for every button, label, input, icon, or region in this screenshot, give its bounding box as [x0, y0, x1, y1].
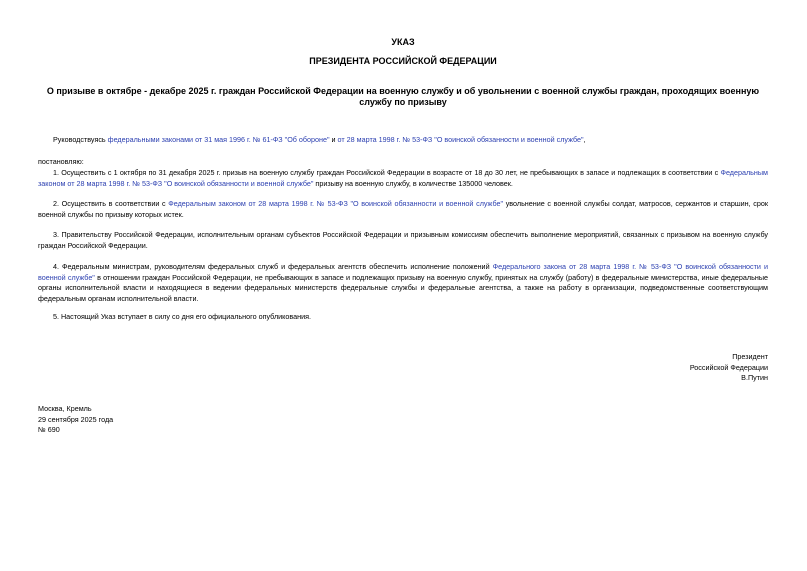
item-2-law-link[interactable]: Федеральным законом от 28 марта 1998 г. № 53-ФЗ "О воинской обязанности и военной службе" — [168, 199, 504, 208]
item-3-paragraph: 3. Правительству Российской Федерации, исполнительным органам субъектов Российской Федерации и призывным комиссиям обеспечить выполнение мероприятий, связанных с призывом на военную службу граждан Российской Федерации. — [38, 230, 768, 250]
item-1-law-link[interactable]: Федеральным законом от 28 марта 1998 г. № 53-ФЗ "О воинской обязанности и военной службе" — [38, 168, 768, 188]
item-2-text-after: увольнение с военной службы солдат, матросов, сержантов и старшин, срок военной службы по призыву которых истек. — [38, 199, 769, 219]
item-2-text-before: 2. Осуществить в соответствии с — [53, 199, 169, 208]
item-4-text-before: 4. Федеральным министрам, руководителям федеральных служб и федеральных агентств обеспечить исполнение положений — [53, 262, 493, 271]
place-city: Москва, Кремль — [38, 404, 92, 413]
decree-issuer: ПРЕЗИДЕНТА РОССИЙСКОЙ ФЕДЕРАЦИИ — [309, 56, 497, 66]
preamble-paragraph — [38, 135, 768, 146]
item-4-text-after: в отношении граждан Российской Федерации, не пребывающих в запасе и подлежащих призыву на военную службу, принятых на службу (работу) в федеральные министерства, иные федеральные органы исполнительной власти и находящиеся в ведении федеральных министерств федеральные службы и федеральные агентства, а также на работу в организации, подведомственные соответствующим федеральным органам исполнительной власти. — [38, 272, 768, 303]
preamble-text-mid: и — [329, 135, 338, 144]
place-date-block — [38, 404, 113, 436]
item-2-paragraph — [38, 199, 768, 220]
preamble-law-link-2[interactable]: от 28 марта 1998 г. № 53-ФЗ "О воинской обязанности и военной службе" — [337, 135, 584, 144]
decree-subject: О призыве в октябре - декабре 2025 г. граждан Российской Федерации на военную службу и об увольнении с военной службы граждан, проходящих военную службу по призыву — [46, 86, 760, 107]
signature-name: В.Путин — [741, 373, 768, 382]
decree-title: УКАЗ — [391, 37, 415, 47]
item-4-paragraph — [38, 262, 768, 304]
preamble-text-after: , — [583, 135, 586, 144]
preamble-law-link-1[interactable]: федеральными законами от 31 мая 1996 г. № 61-ФЗ "Об обороне" — [107, 135, 330, 144]
item-1-text-before: 1. Осуществить с 1 октября по 31 декабря 2025 г. призыв на военную службу граждан Российской Федерации в возрасте от 18 до 30 лет, не пребывающих в запасе и подлежащих в соответствии с — [53, 168, 721, 177]
item-1-text-after: призыву на военную службу, в количестве 135000 человек. — [313, 178, 513, 188]
item-5-paragraph: 5. Настоящий Указ вступает в силу со дня его официального опубликования. — [53, 312, 312, 321]
postanovlyayu-text: постановляю: — [38, 157, 84, 166]
decree-number: № 690 — [38, 425, 60, 434]
preamble-text-before: Руководствуясь — [53, 135, 108, 144]
signature-title: Президент — [732, 352, 768, 361]
signature-block — [568, 352, 768, 384]
signature-country: Российской Федерации — [689, 362, 768, 372]
item-1-paragraph — [38, 168, 768, 189]
item-4-law-link[interactable]: Федерального закона от 28 марта 1998 г. № 53-ФЗ "О воинской обязанности и военной службе" — [38, 262, 768, 282]
decree-date: 29 сентября 2025 года — [38, 414, 114, 424]
